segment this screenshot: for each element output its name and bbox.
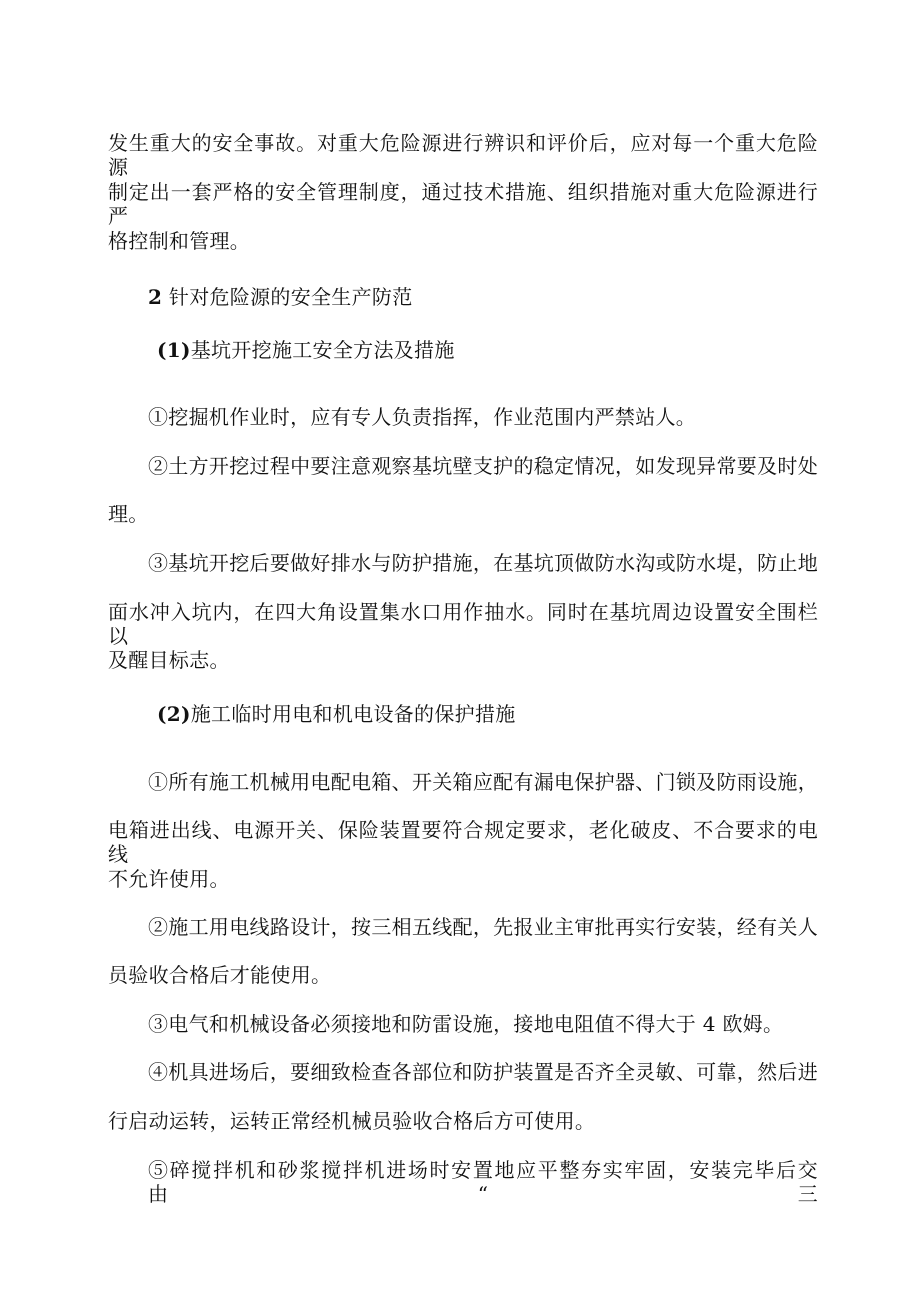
sub-2-item-2-line-2: 员验收合格后才能使用。 — [108, 963, 332, 987]
intro-line-2: 制定出一套严格的安全管理制度，通过技术措施、组织措施对重大危险源进行严 — [108, 180, 818, 228]
intro-line-3: 格控制和管理。 — [108, 229, 251, 253]
sub-1-title: 基坑开挖施工安全方法及措施 — [190, 338, 455, 362]
sub-2-item-1-line-3: 不允许使用。 — [108, 867, 230, 891]
sub-2-number: (2) — [157, 702, 191, 726]
section-2-number: 2 — [148, 285, 163, 309]
sub-1-item-1: ①挖掘机作业时，应有专人负责指挥，作业范围内严禁站人。 — [148, 405, 697, 429]
intro-line-1: 发生重大的安全事故。对重大危险源进行辨识和评价后，应对每一个重大危险源 — [108, 131, 818, 179]
sub-2-title: 施工临时用电和机电设备的保护措施 — [190, 702, 516, 726]
section-2-heading — [148, 285, 858, 309]
sub-2-item-2-line-1: ②施工用电线路设计，按三相五线配，先报业主审批再实行安装，经有关人 — [148, 915, 818, 939]
sub-1-number: (1) — [157, 338, 191, 362]
sub-2-item-3: ③电气和机械设备必须接地和防雷设施，接地电阻值不得大于 4 欧姆。 — [148, 1012, 784, 1036]
sub-2-heading — [157, 702, 867, 726]
sub-1-item-3-line-2: 面水冲入坑内，在四大角设置集水口用作抽水。同时在基坑周边设置安全围栏以 — [108, 600, 818, 648]
sub-1-item-2-line-2: 理。 — [108, 502, 149, 526]
sub-1-heading — [157, 338, 867, 362]
sub-1-item-3-line-3: 及醒目标志。 — [108, 648, 230, 672]
sub-2-item-5-line-1: ⑤碎搅拌机和砂浆搅拌机进场时安置地应平整夯实牢固，安装完毕后交由“三 — [148, 1158, 818, 1206]
sub-2-item-1-line-1: ①所有施工机械用电配电箱、开关箱应配有漏电保护器、门锁及防雨设施， — [148, 770, 818, 794]
sub-1-item-3-line-1: ③基坑开挖后要做好排水与防护措施，在基坑顶做防水沟或防水堤，防止地 — [148, 551, 818, 575]
sub-2-item-4-line-2: 行启动运转，运转正常经机械员验收合格后方可使用。 — [108, 1109, 596, 1133]
section-2-title: 针对危险源的安全生产防范 — [168, 285, 413, 309]
sub-2-item-4-line-1: ④机具进场后，要细致检查各部位和防护装置是否齐全灵敏、可靠，然后进 — [148, 1060, 818, 1084]
sub-1-item-2-line-1: ②土方开挖过程中要注意观察基坑壁支护的稳定情况，如发现异常要及时处 — [148, 454, 818, 478]
sub-2-item-1-line-2: 电箱进出线、电源开关、保险装置要符合规定要求，老化破皮、不合要求的电线 — [108, 818, 818, 866]
